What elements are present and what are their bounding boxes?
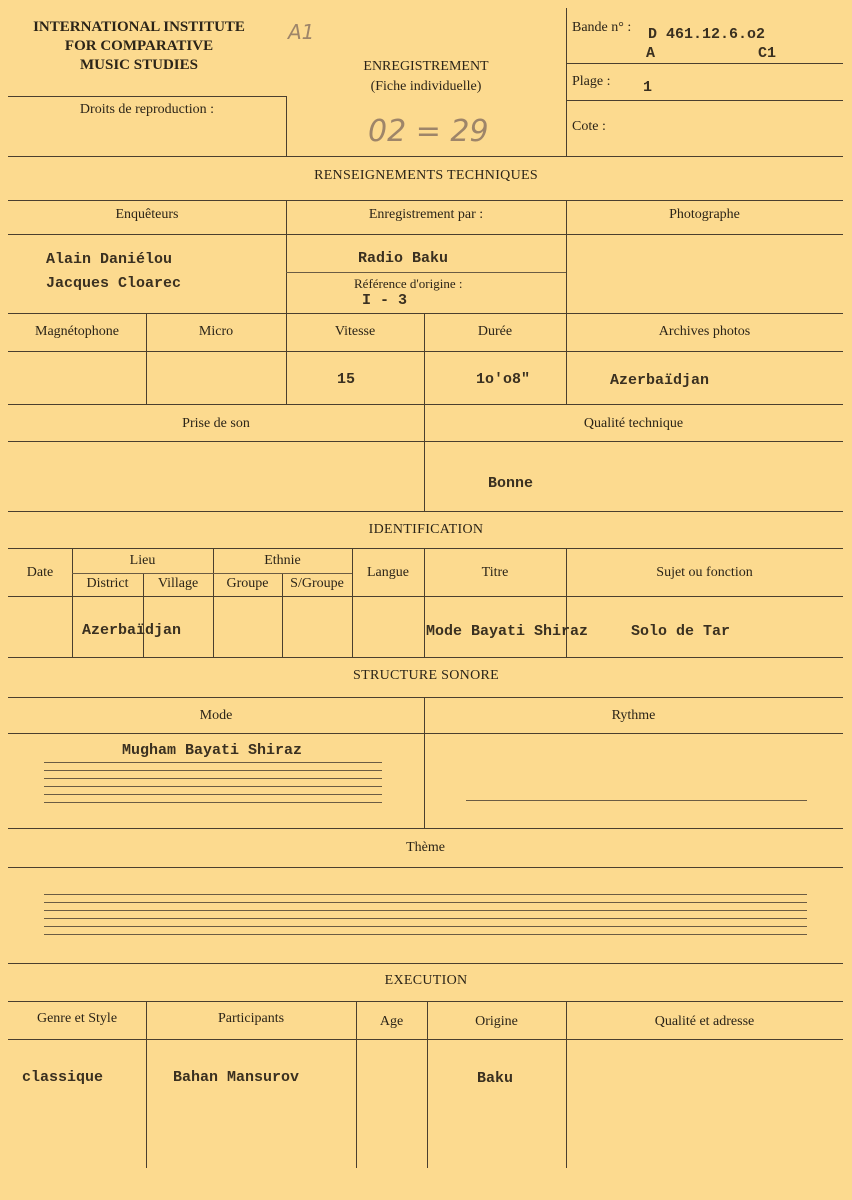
handwritten-number: 02 = 29 — [368, 114, 489, 149]
institute-name — [8, 18, 270, 75]
institute-line-1: INTERNATIONAL INSTITUTE — [33, 19, 245, 35]
bande-code: C1 — [758, 45, 777, 62]
theme-label: Thème — [406, 840, 445, 855]
qualite-technique-label: Qualité technique — [583, 416, 684, 431]
archives-value: Azerbaïdjan — [610, 372, 710, 389]
bande-label: Bande n° : — [572, 20, 632, 35]
micro-label: Micro — [198, 324, 234, 339]
mode-label: Mode — [199, 708, 233, 723]
ethnie-label: Ethnie — [264, 553, 301, 568]
groupe-label: Groupe — [226, 576, 269, 591]
enregistrement-value: Radio Baku — [358, 250, 449, 267]
enqueteurs-label: Enquêteurs — [115, 207, 179, 222]
age-label: Age — [379, 1014, 404, 1029]
bande-side: A — [646, 45, 656, 62]
reference-value: I - 3 — [362, 292, 408, 309]
enregistrement-label: Enregistrement par : — [368, 207, 484, 222]
sgroupe-label: S/Groupe — [290, 576, 344, 591]
reference-label: Référence d'origine : — [354, 276, 463, 291]
form-subtitle: (Fiche individuelle) — [370, 79, 482, 94]
date-label: Date — [26, 565, 54, 580]
lieu-label: Lieu — [129, 553, 156, 568]
institute-line-3: MUSIC STUDIES — [80, 57, 198, 73]
sujet-value: Solo de Tar — [631, 623, 731, 640]
institute-line-2: FOR COMPARATIVE — [64, 38, 214, 54]
district-value: Azerbaïdjan — [82, 622, 182, 639]
prise-label: Prise de son — [182, 416, 250, 431]
district-label: District — [86, 576, 129, 591]
enqueteur-2: Jacques Cloarec — [46, 275, 182, 292]
mode-value: Mugham Bayati Shiraz — [122, 742, 303, 759]
enqueteur-1: Alain Daniélou — [46, 251, 173, 268]
sujet-label: Sujet ou fonction — [656, 565, 753, 580]
section-execution: EXECUTION — [384, 973, 468, 988]
qualite-adresse-label: Qualité et adresse — [654, 1014, 755, 1029]
participants-label: Participants — [217, 1011, 285, 1026]
duree-label: Durée — [477, 324, 513, 339]
photographe-label: Photographe — [669, 207, 740, 222]
genre-value: classique — [22, 1069, 104, 1086]
titre-value: Mode Bayati Shiraz — [426, 623, 589, 640]
section-structure: STRUCTURE SONORE — [353, 668, 499, 683]
section-technical: RENSEIGNEMENTS TECHNIQUES — [314, 168, 538, 183]
origine-label: Origine — [475, 1014, 518, 1029]
duree-value: 1o'o8" — [476, 371, 531, 388]
form-title: ENREGISTREMENT — [363, 59, 489, 74]
village-label: Village — [157, 576, 199, 591]
rights-label: Droits de reproduction : — [79, 102, 215, 117]
bande-value: D 461.12.6.o2 — [648, 26, 766, 43]
magnetophone-label: Magnétophone — [35, 324, 119, 339]
cote-label: Cote : — [572, 119, 606, 134]
titre-label: Titre — [481, 565, 509, 580]
section-identification: IDENTIFICATION — [368, 522, 484, 537]
qualite-technique-value: Bonne — [488, 475, 534, 492]
participants-value: Bahan Mansurov — [173, 1069, 300, 1086]
archives-label: Archives photos — [658, 324, 751, 339]
langue-label: Langue — [367, 565, 409, 580]
handwritten-mark-top: A1 — [288, 20, 315, 44]
vitesse-label: Vitesse — [334, 324, 376, 339]
rythme-label: Rythme — [611, 708, 656, 723]
plage-label: Plage : — [572, 74, 611, 89]
plage-value: 1 — [643, 79, 653, 96]
genre-label: Genre et Style — [36, 1011, 118, 1026]
origine-value: Baku — [477, 1070, 514, 1087]
vitesse-value: 15 — [337, 371, 356, 388]
